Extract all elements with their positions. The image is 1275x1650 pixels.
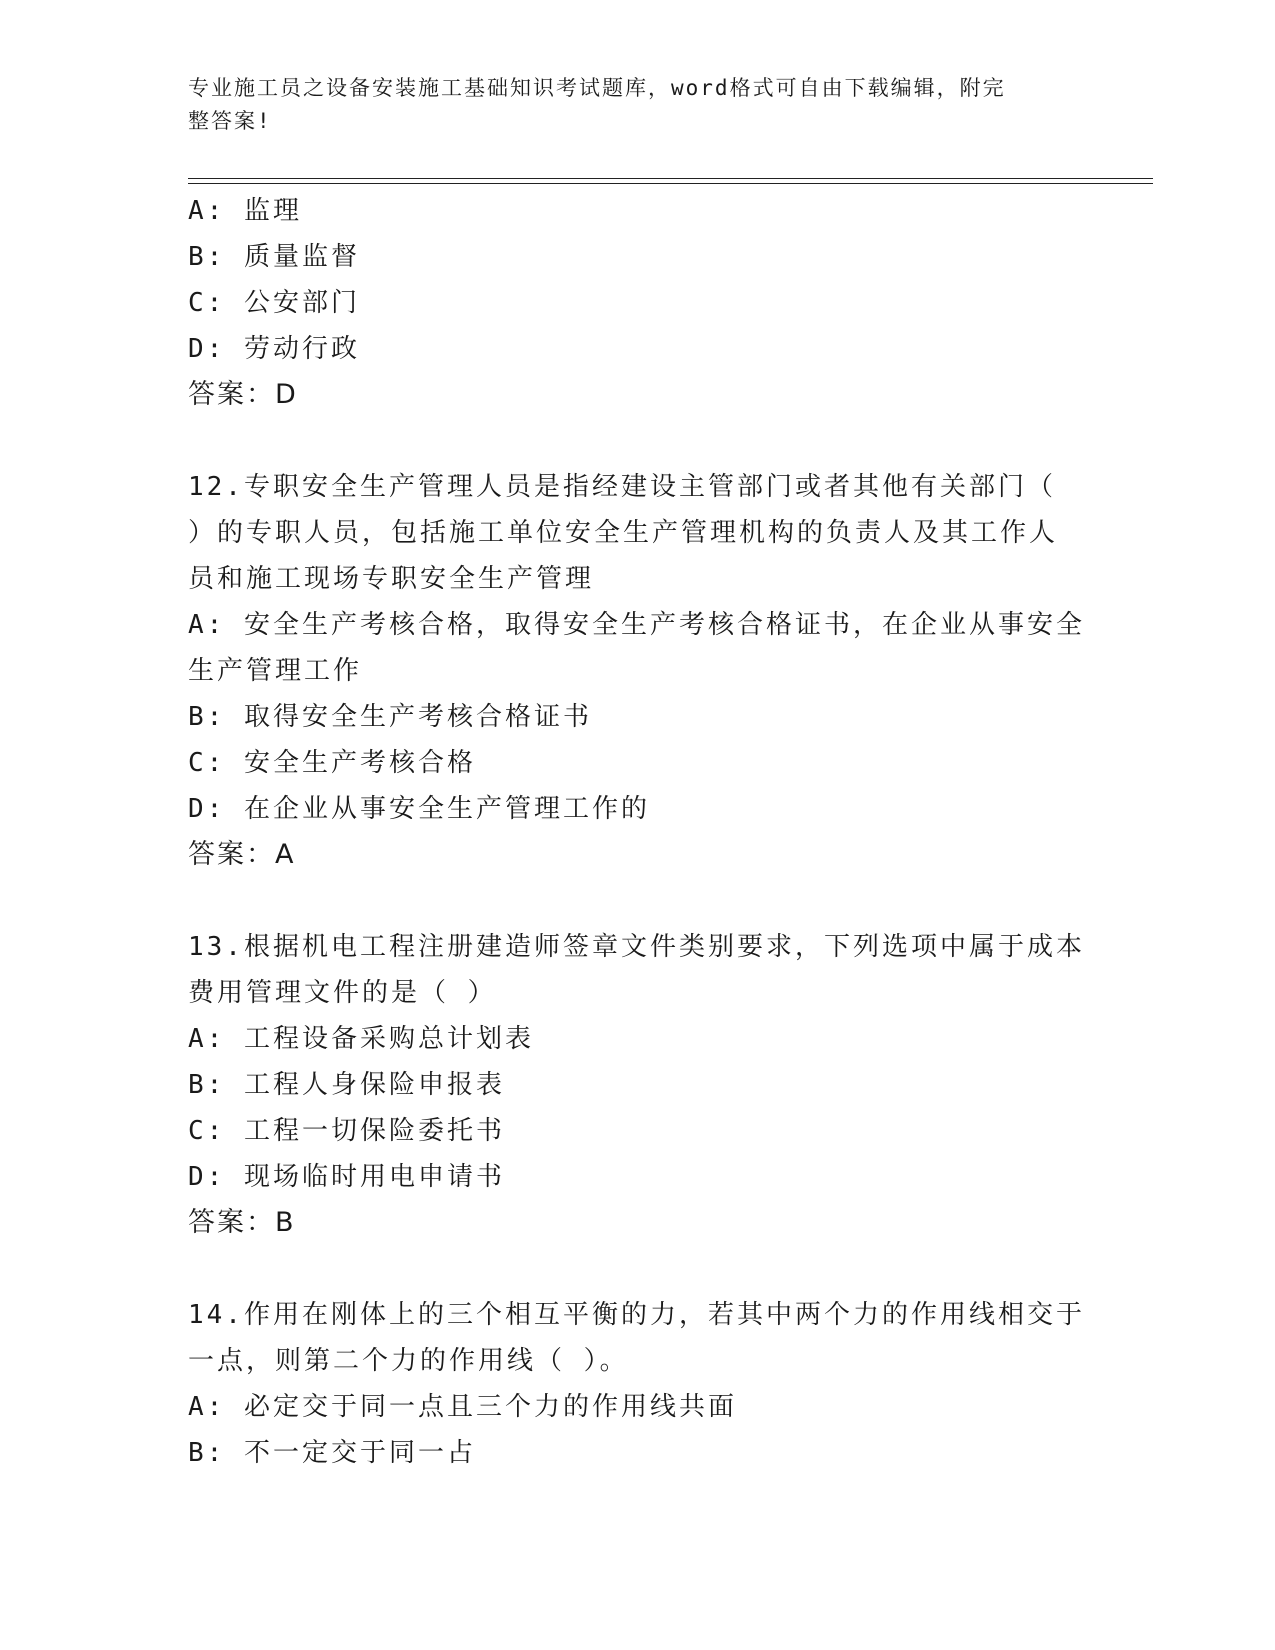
option-a: A: 监理 xyxy=(188,196,302,226)
answer-line: 答案：D xyxy=(188,379,298,410)
option-a: A: 必定交于同一点且三个力的作用线共面 xyxy=(188,1392,737,1422)
document-header xyxy=(188,72,1068,138)
header-divider xyxy=(188,183,1153,184)
option-a: A: 安全生产考核合格，取得安全生产考核合格证书，在企业从事安全 xyxy=(188,610,1085,640)
answer-line: 答案：A xyxy=(188,839,296,870)
option-a-continued: 生产管理工作 xyxy=(188,656,363,686)
question-stem: 14.作用在刚体上的三个相互平衡的力，若其中两个力的作用线相交于 xyxy=(188,1300,1085,1330)
option-d: D: 在企业从事安全生产管理工作的 xyxy=(188,794,650,824)
question-stem: 12.专职安全生产管理人员是指经建设主管部门或者其他有关部门（ xyxy=(188,472,1056,502)
header-line: 整答案! xyxy=(188,109,272,133)
question-list xyxy=(188,188,1088,1476)
question-stem: 员和施工现场专职安全生产管理 xyxy=(188,564,595,594)
option-a: A: 工程设备采购总计划表 xyxy=(188,1024,534,1054)
option-d: D: 现场临时用电申请书 xyxy=(188,1162,505,1192)
question-stem: 费用管理文件的是（ ） xyxy=(188,978,497,1008)
header-divider xyxy=(188,178,1153,179)
question-stem: 一点，则第二个力的作用线（ ）。 xyxy=(188,1346,629,1376)
option-b: B: 工程人身保险申报表 xyxy=(188,1070,505,1100)
option-b: B: 取得安全生产考核合格证书 xyxy=(188,702,592,732)
option-c: C: 安全生产考核合格 xyxy=(188,748,476,778)
option-d: D: 劳动行政 xyxy=(188,334,360,364)
question-stem: ）的专职人员，包括施工单位安全生产管理机构的负责人及其工作人 xyxy=(188,518,1059,548)
question-stem: 13.根据机电工程注册建造师签章文件类别要求，下列选项中属于成本 xyxy=(188,932,1085,962)
option-b: B: 质量监督 xyxy=(188,242,360,272)
option-c: C: 工程一切保险委托书 xyxy=(188,1116,505,1146)
answer-line: 答案：B xyxy=(188,1207,296,1238)
question-12 xyxy=(188,464,1088,878)
header-line: 专业施工员之设备安装施工基础知识考试题库，word格式可自由下载编辑，附完 xyxy=(188,76,1006,100)
option-c: C: 公安部门 xyxy=(188,288,360,318)
option-b: B: 不一定交于同一占 xyxy=(188,1438,476,1468)
question-13 xyxy=(188,924,1088,1246)
question-11 xyxy=(188,188,1088,418)
question-14 xyxy=(188,1292,1088,1476)
